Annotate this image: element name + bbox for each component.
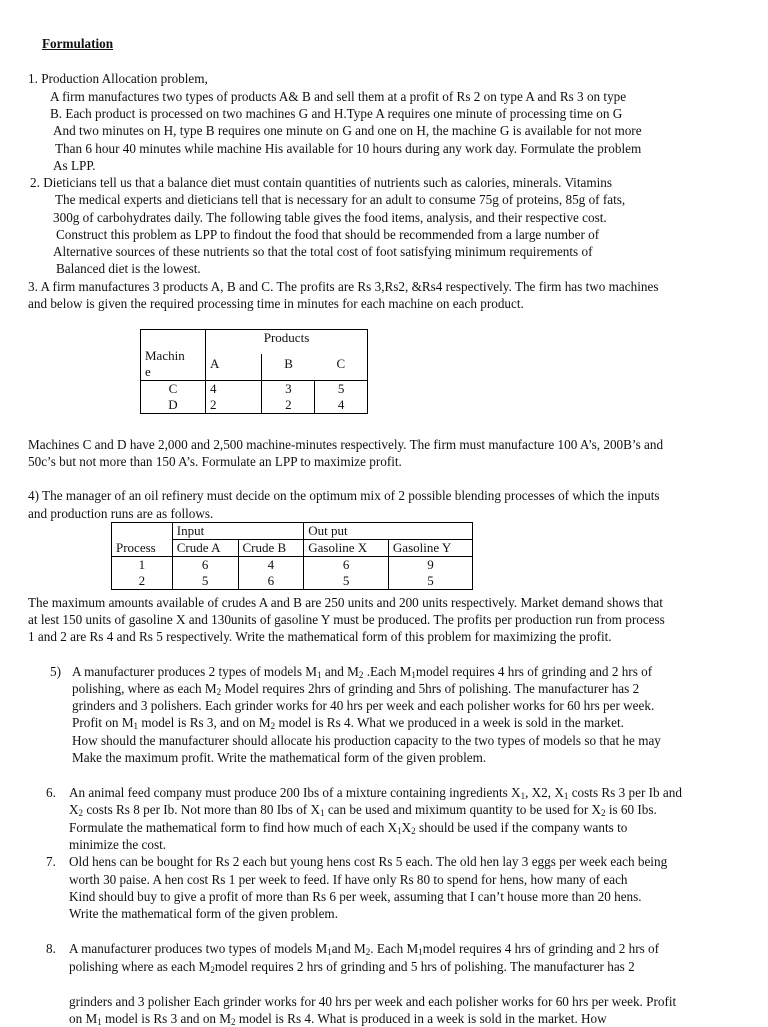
- problem-1-line: As LPP.: [53, 158, 96, 173]
- problem-6-line: minimize the cost.: [69, 837, 167, 852]
- problem-2-line: Alternative sources of these nutrients so that the total cost of foot satisfying minimum requirements of: [53, 244, 593, 259]
- table-cell: 4: [238, 557, 304, 574]
- problem-6-line: Formulate the mathematical form to find how much of each $X_1X_2$ should be used if the company wants to: [69, 820, 628, 836]
- problem-7-line: Kind should buy to give a profit of more than Rs 6 per week, assuming that I can’t house more than 20 hens.: [69, 889, 642, 904]
- table-cell: 4: [315, 397, 368, 414]
- problem-2-line: Balanced diet is the lowest.: [56, 261, 201, 276]
- table-col-header: Crude A: [172, 540, 238, 557]
- table-header-input: Input: [172, 523, 304, 540]
- table-cell: 9: [388, 557, 472, 574]
- machine-time-table: [140, 329, 368, 414]
- table-cell: 5: [315, 381, 368, 398]
- table-col-header: Gasoline Y: [388, 540, 472, 557]
- problem-7-line: worth 30 paise. A hen cost Rs 1 per week to feed. If have only Rs 80 to spend for hens, how many of each: [69, 872, 628, 887]
- problem-1-line: And two minutes on H, type B requires one minute on G and one on H, the machine G is available for not more: [53, 123, 642, 138]
- problem-5-line: polishing, where as each $M_2$ Model requires 2hrs of grinding and 5hrs of polishing. The manufacturer has 2: [72, 681, 640, 697]
- problem-1-lead: 1. Production Allocation problem,: [28, 71, 208, 86]
- table-col-header: B: [262, 354, 315, 381]
- problem-3-line: 50c’s but not more than 150 A’s. Formulate an LPP to maximize profit.: [28, 454, 402, 469]
- table-row: [141, 397, 368, 414]
- problem-5-line: grinders and 3 polishers. Each grinder works for 40 hrs per week and each polisher works for 60 hrs per week.: [72, 698, 655, 713]
- table-cell: 2: [112, 573, 173, 590]
- problem-5-line: Profit on $M_1$ model is Rs 3, and on $M_2$ model is Rs 4. What we produced in a week is sold in the market.: [72, 715, 624, 731]
- problem-8-line: polishing where as each $M_2model$ requires 2 hrs of grinding and 5 hrs of polishing. The manufacturer has 2: [69, 959, 635, 975]
- table-header-machine: Machin e: [141, 330, 206, 381]
- table-cell: 1: [112, 557, 173, 574]
- problem-4-line: and production runs are as follows.: [28, 506, 214, 521]
- problem-2-line: 300g of carbohydrates daily. The following table gives the food items, analysis, and their respective cost.: [53, 210, 607, 225]
- table-cell: 4: [206, 381, 262, 398]
- problem-7-line: Old hens can be bought for Rs 2 each but young hens cost Rs 5 each. The old hen lay 3 eggs per week each being: [69, 854, 668, 869]
- table-cell: 6: [304, 557, 389, 574]
- problem-3-line: and below is given the required processing time in minutes for each machine on each product.: [28, 296, 524, 311]
- table-cell: 3: [285, 381, 292, 396]
- table-cell: [112, 523, 173, 540]
- problem-1-line: A firm manufactures two types of products A& B and sell them at a profit of Rs 2 on type A and Rs 3 on type: [50, 89, 627, 104]
- problem-8-number: 8.: [46, 941, 56, 956]
- table-row: [112, 557, 473, 574]
- problem-3-line: 3. A firm manufactures 3 products A, B and C. The profits are Rs 3,Rs2, &Rs4 respectively. The firm has two machines: [28, 279, 659, 294]
- problem-2-line: The medical experts and dieticians tell that is necessary for an adult to consume 75g of proteins, 85g of fats,: [55, 192, 626, 207]
- table-cell: 5: [304, 573, 389, 590]
- problem-5-number: 5): [50, 664, 61, 679]
- problem-1-line: B. Each product is processed on two machines G and H.Type A requires one minute of processing time on G: [50, 106, 623, 121]
- problem-8-line: on $M_1$ model is Rs 3 and on $M_2$ model is Rs 4. What is produced in a week is sold in the market. How: [69, 1011, 607, 1027]
- problem-4-line: at lest 150 units of gasoline X and 130units of gasoline Y must be produced. The profits per production run from process: [28, 612, 665, 627]
- table-cell: D: [141, 397, 206, 414]
- problem-8-line: grinders and 3 polisher Each grinder works for 40 hrs per week and each polisher works for 60 hrs per week. Profit: [69, 994, 677, 1009]
- problem-4-line: 1 and 2 are Rs 4 and Rs 5 respectively. Write the mathematical form of this problem for maximizing the profit.: [28, 629, 612, 644]
- table-cell: 2: [206, 397, 262, 414]
- problem-7-number: 7.: [46, 854, 56, 869]
- problem-5-line: A manufacturer produces 2 types of models $M_1$ and $M_2$ .Each $M_1model$ requires 4 hrs of grinding and 2 hrs of: [72, 664, 653, 680]
- table-cell: 2: [262, 397, 315, 414]
- table-row: [141, 381, 368, 398]
- table-header-products: Products: [206, 330, 368, 354]
- problem-6-number: 6.: [46, 785, 56, 800]
- problem-5-line: Make the maximum profit. Write the mathematical form of the given problem.: [72, 750, 487, 765]
- table-cell: 6: [172, 557, 238, 574]
- table-cell: 5: [172, 573, 238, 590]
- table-cell: 5: [388, 573, 472, 590]
- table-row: [112, 573, 473, 590]
- problem-1-line: Than 6 hour 40 minutes while machine His available for 10 hours during any work day. Formulate the problem: [55, 141, 642, 156]
- table-col-header: Process: [112, 540, 173, 557]
- table-col-header: A: [206, 354, 262, 381]
- page-title: Formulation: [42, 36, 114, 51]
- problem-6-line: An animal feed company must produce 200 Ibs of a mixture containing ingredients $X_1$, X2, $X_1$ costs Rs 3 per Ib and: [69, 785, 682, 801]
- refinery-table: [111, 522, 473, 590]
- problem-4-line: The maximum amounts available of crudes A and B are 250 units and 200 units respectively. Market demand shows that: [28, 595, 663, 610]
- table-cell: C: [141, 381, 206, 398]
- problem-2-line: Construct this problem as LPP to findout the food that should be recommended from a large number of: [56, 227, 600, 242]
- problem-2-lead: 2. Dieticians tell us that a balance diet must contain quantities of nutrients such as calories, minerals. Vitamins: [30, 175, 613, 190]
- problem-4-line: 4) The manager of an oil refinery must decide on the optimum mix of 2 possible blending processes of which the inputs: [28, 488, 660, 503]
- table-cell: 6: [238, 573, 304, 590]
- problem-3-line: Machines C and D have 2,000 and 2,500 machine-minutes respectively. The firm must manufacture 100 A’s, 200B’s and: [28, 437, 664, 452]
- problem-7-line: Write the mathematical form of the given problem.: [69, 906, 338, 921]
- problem-8-line: A manufacturer produces two types of models $M_1and$ $M_2$. Each $M_1model$ requires 4 hrs of grinding and 2 hrs of: [69, 941, 659, 957]
- table-col-header: Gasoline X: [304, 540, 389, 557]
- problem-5-line: How should the manufacturer should allocate his production capacity to the two types of models so that he may: [72, 733, 661, 748]
- table-header-output: Out put: [304, 523, 473, 540]
- table-col-header: C: [315, 354, 368, 381]
- table-col-header: Crude B: [238, 540, 304, 557]
- problem-6-line: $X_2$ costs Rs 8 per Ib. Not more than 80 Ibs of $X_1$ can be used and miximum quantity to be used for $X_2$ is 60 Ibs.: [69, 802, 657, 818]
